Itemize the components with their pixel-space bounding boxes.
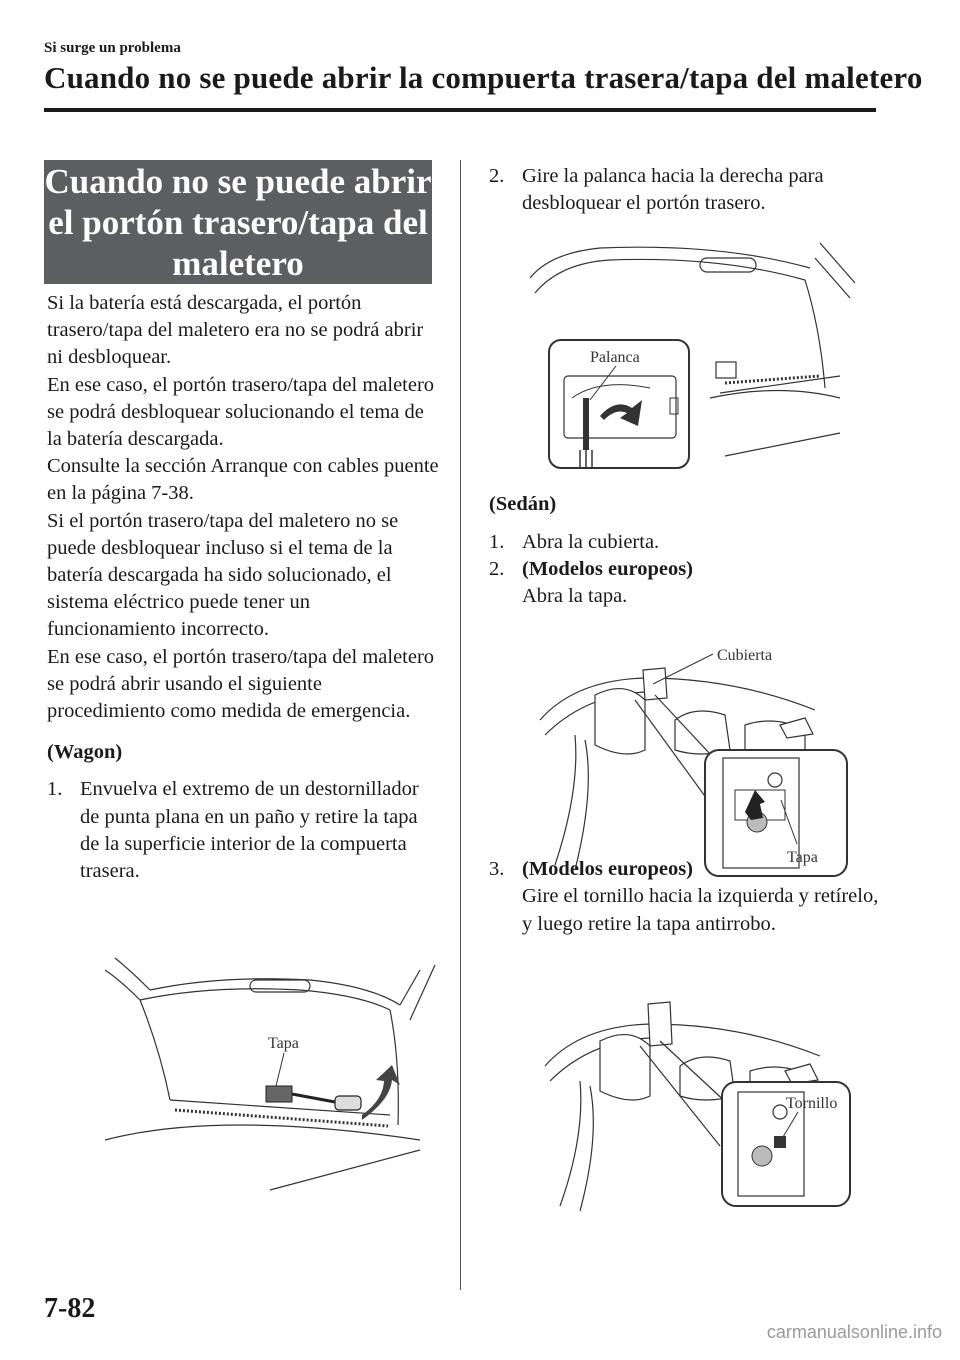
section-title-line-2: el portón trasero/tapa del [48,202,428,242]
intro-paragraph-2: En ese caso, el portón trasero/tapa del maletero se podrá desbloquear solucionando el tema de la batería descargada. [47,373,435,451]
section-title-line-3: maletero [172,243,304,283]
wagon-palanca-figure [520,238,860,470]
step-number: 1. [47,778,63,801]
wagon-tapa-figure [100,950,440,1200]
sedan-step-1 [489,529,889,556]
figure-label-palanca: Palanca [590,349,640,366]
page-title: Cuando no se puede abrir la compuerta trasera/tapa del maletero [44,60,923,95]
step-bold-label: (Modelos europeos) [522,557,694,580]
column-divider [460,160,461,1290]
wagon-heading: (Wagon) [47,741,123,764]
step-number: 2. [489,557,505,580]
step-text: Envuelva el extremo de un destornillador de punta plana en un paño y retire la tapa de la superficie interior de la compuerta trasera. [80,778,419,883]
sedan-tornillo-figure [540,996,860,1216]
wagon-step-2 [489,163,889,217]
intro-paragraph-1: Si la batería está descargada, el portón trasero/tapa del maletero era no se podrá abrir ni desbloquear. [47,292,424,369]
step-number: 2. [489,165,505,187]
figure-label-cubierta: Cubierta [717,647,773,664]
intro-paragraph-4: Si el portón trasero/tapa del maletero no se puede desbloquear incluso si el tema de la batería descargada ha sido solucionado, el sistema eléctrico puede tener un funcionamiento incorrecto. [47,509,399,641]
figure-label-tornillo: Tornillo [786,1095,838,1112]
step-text: Abra la cubierta. [522,530,660,553]
left-column [47,290,439,885]
sedan-step-2 [489,556,889,610]
step-text [522,556,889,610]
section-label: Si surge un problema [44,40,181,56]
wagon-step-1 [47,776,439,885]
figure-label-tapa: Tapa [787,849,818,866]
header-rule [44,108,876,112]
watermark: carmanualsonline.info [766,1322,942,1342]
step-text: Gire la palanca hacia la derecha para desbloquear el portón trasero. [522,165,824,215]
page-number: 7-82 [44,1293,96,1324]
step-detail: Gire el tornillo hacia la izquierda y retírelo, y luego retire la tapa antirrobo. [522,885,879,935]
step-bold-label: (Modelos europeos) [522,858,694,881]
sedan-cubierta-figure [535,640,855,880]
section-title-line-1: Cuando no se puede abrir [44,161,432,201]
figure-label-tapa: Tapa [268,1035,299,1052]
intro-paragraph-5: En ese caso, el portón trasero/tapa del maletero se podrá abrir usando el siguiente procedimiento como medida de emergencia. [47,645,435,723]
section-title-box [44,160,432,284]
step-number: 1. [489,530,505,553]
step-number: 3. [489,858,505,881]
sedan-heading: (Sedán) [489,493,557,516]
intro-paragraph-3: Consulte la sección Arranque con cables puente en la página 7-38. [47,455,439,505]
step-detail: Abra la tapa. [522,585,628,608]
